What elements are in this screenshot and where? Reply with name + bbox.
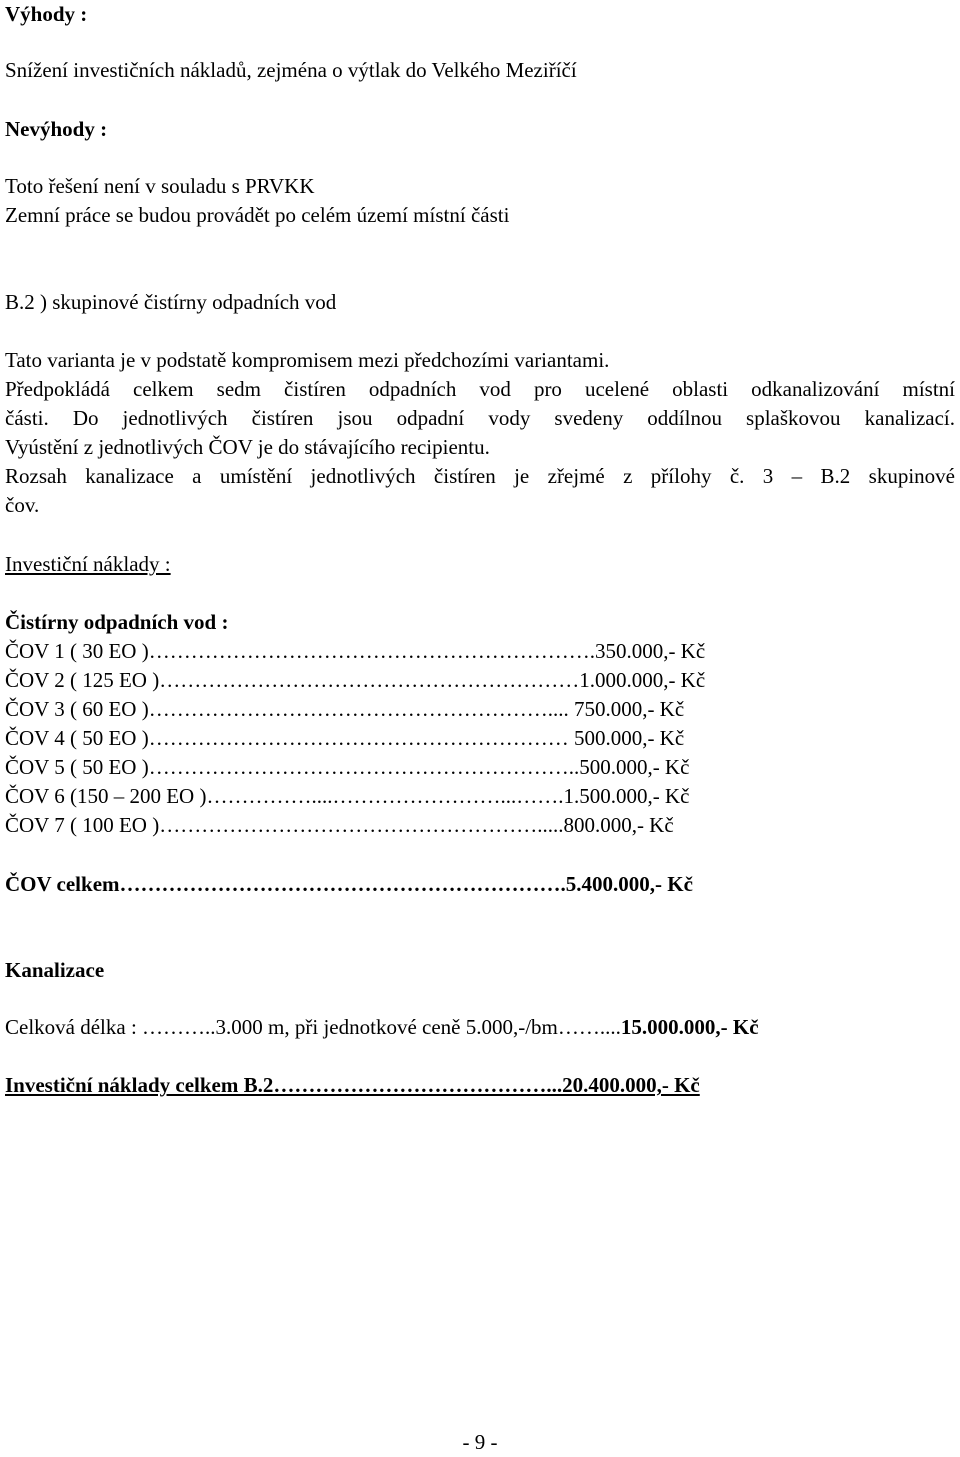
disadvantages-line: Toto řešení není v souladu s PRVKK [5, 174, 315, 198]
paragraph-line: části. Do jednotlivých čistíren jsou odpadní vody svedeny oddílnou splaškovou kanalizací. [5, 406, 955, 430]
wwtp-heading: Čistírny odpadních vod : [5, 610, 229, 634]
sewer-description: Celková délka : ………..3.000 m, při jednotkové ceně 5.000,-/bm…….... [5, 1015, 621, 1039]
investment-heading: Investiční náklady : [5, 552, 171, 576]
advantages-heading: Výhody : [5, 2, 88, 26]
paragraph-line: Rozsah kanalizace a umístění jednotlivých čistíren je zřejmé z přílohy č. 3 – B.2 skupinové [5, 464, 955, 488]
disadvantages-heading: Nevýhody : [5, 117, 108, 141]
wwtp-item: ČOV 2 ( 125 EO )……………………………………………………1.000.000,- Kč [5, 668, 706, 692]
wwtp-item: ČOV 4 ( 50 EO )…………………………………………………… 500.000,- Kč [5, 726, 685, 750]
wwtp-item: ČOV 5 ( 50 EO )……………………………………………………..500.000,- Kč [5, 755, 690, 779]
disadvantages-line: Zemní práce se budou provádět po celém území místní části [5, 203, 510, 227]
paragraph-line: Předpokládá celkem sedm čistíren odpadních vod pro ucelené oblasti odkanalizování místní [5, 377, 955, 401]
wwtp-item: ČOV 7 ( 100 EO )……………………………………………….....800.000,- Kč [5, 813, 674, 837]
wwtp-item: ČOV 6 (150 – 200 EO )……………....……………………...…….1.500.000,- Kč [5, 784, 690, 808]
grand-total: Investiční náklady celkem B.2…………………………………...20.400.000,- Kč [5, 1073, 700, 1097]
variant-paragraph [5, 346, 955, 520]
sewer-heading: Kanalizace [5, 958, 105, 982]
paragraph-line: čov. [5, 493, 40, 517]
wwtp-item: ČOV 3 ( 60 EO )………………………………………………….... 750.000,- Kč [5, 697, 685, 721]
page-number: - 9 - [462, 1430, 498, 1454]
sewer-cost: 15.000.000,- Kč [620, 1015, 759, 1039]
wwtp-item: ČOV 1 ( 30 EO )……………………………………………………….350.000,- Kč [5, 639, 706, 663]
paragraph-line: Tato varianta je v podstatě kompromisem mezi předchozími variantami. [5, 348, 610, 372]
paragraph-line: Vyústění z jednotlivých ČOV je do stávajícího recipientu. [5, 435, 490, 459]
wwtp-total: ČOV celkem……………………………………………………….5.400.000,- Kč [5, 872, 693, 896]
sewer-line [5, 1013, 759, 1042]
advantages-text: Snížení investičních nákladů, zejména o výtlak do Velkého Meziříčí [5, 58, 577, 82]
variant-title: B.2 ) skupinové čistírny odpadních vod [5, 290, 337, 314]
